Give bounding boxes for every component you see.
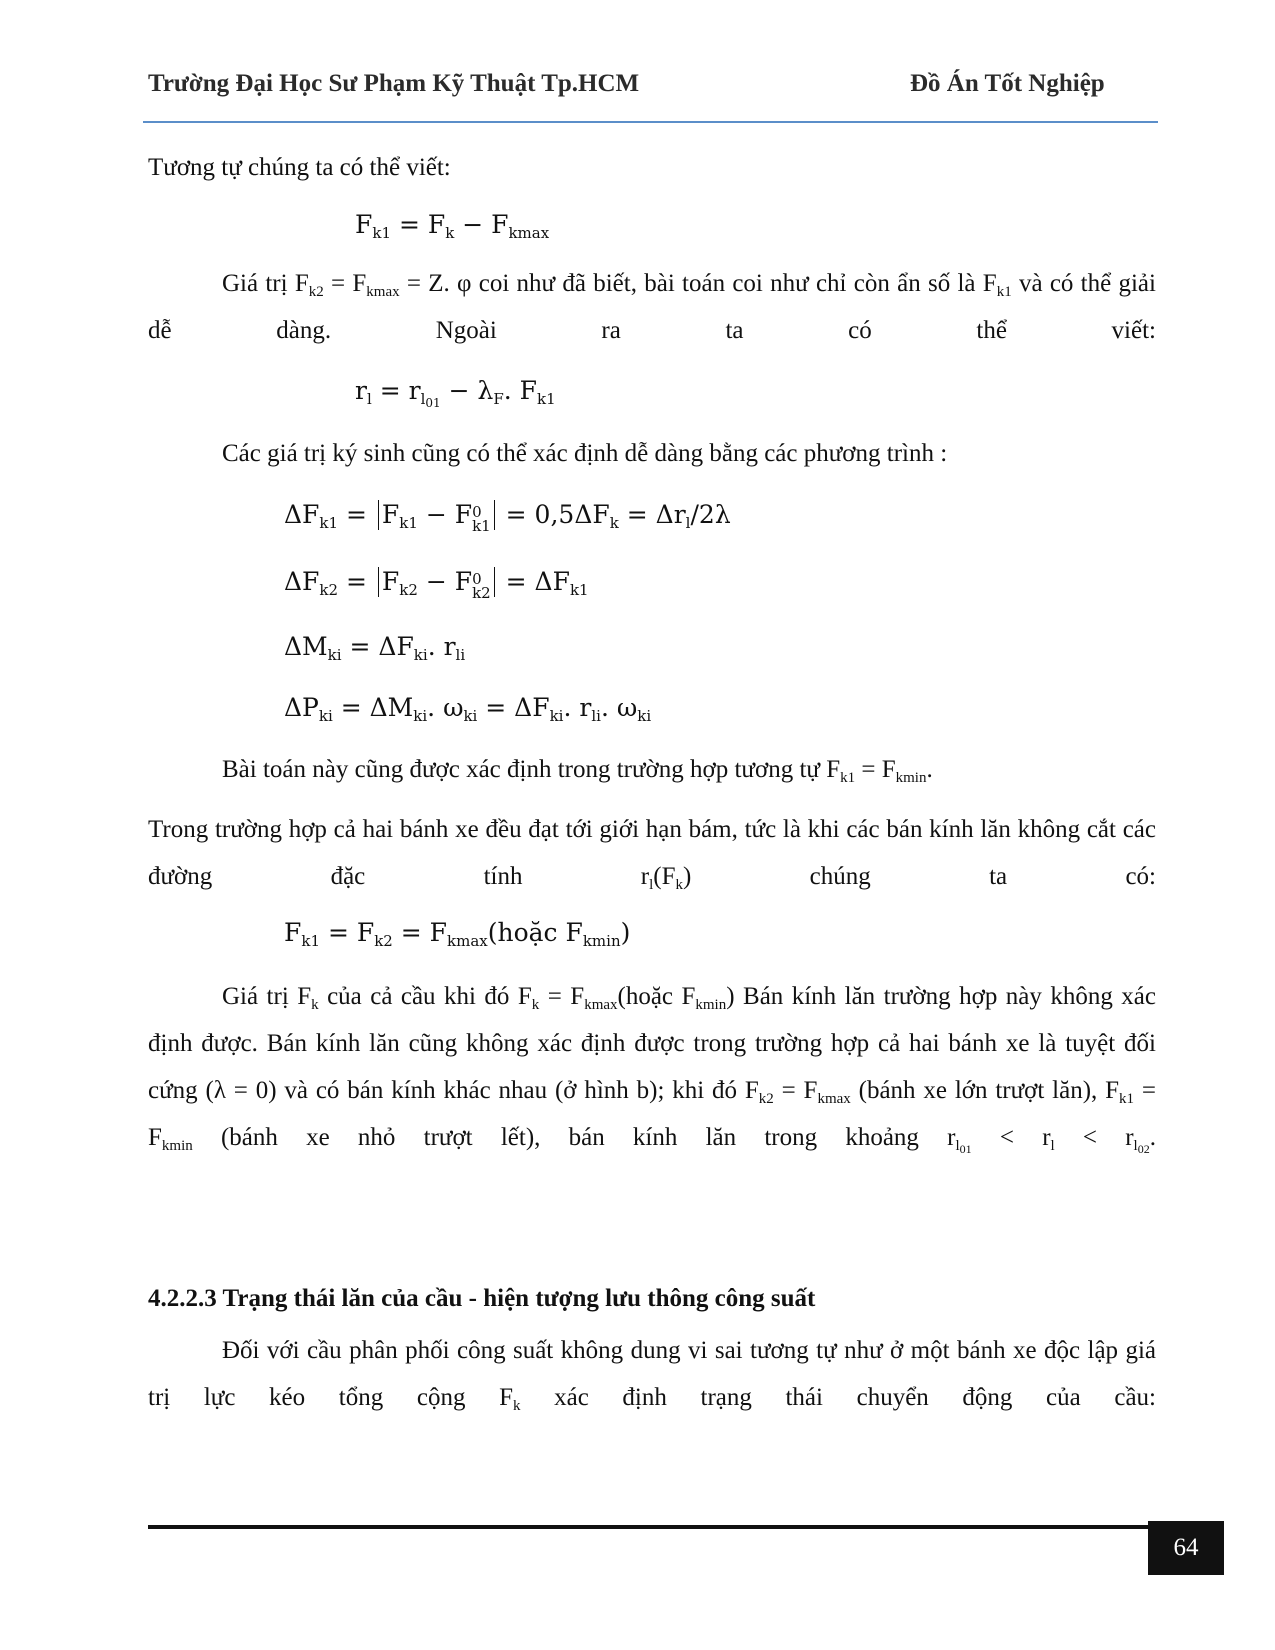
paragraph-fk2-known: Giá trị $F_{k2} = F_{kmax} = Z$. φ coi như đã biết, bài toán coi như chỉ còn ẩn số là $F_{k1}$ và có thể giải dễ dàng. Ngoài ra ta có thể viết: (148, 270, 1156, 344)
footer-divider (148, 1525, 1158, 1529)
section-heading: 4.2.2.3 Trạng thái lăn của cầu - hiện tượng lưu thông công suất (148, 1285, 816, 1312)
paragraph-fk-value: Giá trị $F_k$ của cả cầu khi đó $F_k$ = $F_{kmax}(hoặc$ $F_{kmin}$) Bán kính lăn trường hợp này không xác định được. Bán kính lăn cũng không xác định được trong trường hợp cả hai bánh xe là tuyệt đối cứng (λ = 0) và có bán kính khác nhau (ở hình b); khi đó $F_{k2} = F_{kmax}$ (bánh xe lớn trượt lăn), $F_{k1} = F_{kmin}$ (bánh xe nhỏ trượt lết), bán kính lăn trong khoảng $r_{l_{01}} < r_l < r_{l_{02}}$. (148, 983, 1156, 1156)
equation-delta-fk2: $\Delta F_{k2} = F_{k2} - F$ 0 k2 = $\Delta F_{k1}$ (284, 567, 589, 602)
p2-text-b: coi như đã biết, bài toán coi như chỉ còn ẩn số là (478, 270, 976, 297)
p2-text-c: và có thể giải dễ dàng. Ngoài ra ta có thể viết: (148, 270, 1156, 344)
equation-delta-pki: $\Delta P_{ki} = \Delta M_{ki}$. $\omega_{ki} = \Delta F_{ki}$. $r_{li}$. $\omega_{ki}$ (284, 693, 652, 725)
paragraph-power-distribution-text: Đối với cầu phân phối công suất không dung vi sai tương tự như ở một bánh xe độc lập giá trị lực kéo tổng cộng $F_k$ xác định trạng thái chuyển động của cầu: (148, 1337, 1156, 1414)
p7-text-a: Đối với cầu phân phối công suất không dung vi sai tương tự như ở một bánh xe độc lập giá trị lực kéo tổng cộng (148, 1337, 1156, 1411)
equation-delta-mki: $\Delta M_{ki} = \Delta F_{ki}$. $r_{li}$ (284, 632, 466, 664)
p6-text-a: Giá trị (222, 983, 289, 1010)
header-school-title: Trường Đại Học Sư Phạm Kỹ Thuật Tp.HCM (148, 70, 640, 97)
page-number: 64 (1148, 1521, 1224, 1575)
p6-text-b: của cả cầu khi đó (327, 983, 510, 1010)
paragraph-fkmin-case: Bài toán này cũng được xác định trong trường hợp tương tự $F_{k1} = F_{kmin}$. (222, 756, 933, 786)
p4-text: Bài toán này cũng được xác định trong trường hợp tương tự (222, 756, 820, 783)
p6-text-e: (bánh xe lớn trượt lăn), (858, 1077, 1098, 1104)
paragraph-both-wheels: Trong trường hợp cả hai bánh xe đều đạt tới giới hạn bám, tức là khi các bán kính lăn không cắt các đường đặc tính $r_l(F_k)$ chúng ta có: (148, 816, 1156, 893)
p6-text-f: (bánh xe nhỏ trượt lết), bán kính lăn trong khoảng (220, 1124, 919, 1151)
equation-fk1-fk2: $F_{k1} = F_{k2}$ = $F_{kmax}(hoặc$ $F_{kmin}$) (284, 918, 631, 950)
equation-rolling-radius: $r_l = r_{l_{01}} - \lambda_F$. $F_{k1}$ (355, 376, 556, 410)
p5-text-a: Trong trường hợp cả hai bánh xe đều đạt tới giới hạn bám, tức là khi các bán kính lăn không cắt các đường đặc tính (148, 816, 1156, 890)
header-document-title: Đồ Án Tốt Nghiệp (910, 70, 1105, 97)
p5-text-b: chúng ta có: (809, 863, 1156, 890)
p2-text-a: Giá trị (222, 270, 288, 297)
paragraph-parasitic: Các giá trị ký sinh cũng có thể xác định dễ dàng bằng các phương trình : (222, 440, 948, 467)
p7-text-b: xác định trạng thái chuyển động của cầu: (554, 1384, 1156, 1411)
p6-text-c: Bán kính lăn trường hợp này không xác định được. Bán kính lăn cũng không xác định được trong trường hợp cả hai bánh xe là tuyệt đối cứng (148, 983, 1156, 1104)
equation-delta-fk1: $\Delta F_{k1} = F_{k1} - F$ 0 k1 = $0,5\Delta F_k = \Delta r_l/2\lambda$ (284, 500, 731, 535)
equation-fk1: $F_{k1} = F_k - F_{kmax}$ (355, 210, 550, 242)
p6-text-d: và có bán kính khác nhau (ở hình b); khi đó (284, 1077, 738, 1104)
header-divider (143, 121, 1158, 123)
paragraph-intro: Tương tự chúng ta có thể viết: (148, 154, 451, 181)
